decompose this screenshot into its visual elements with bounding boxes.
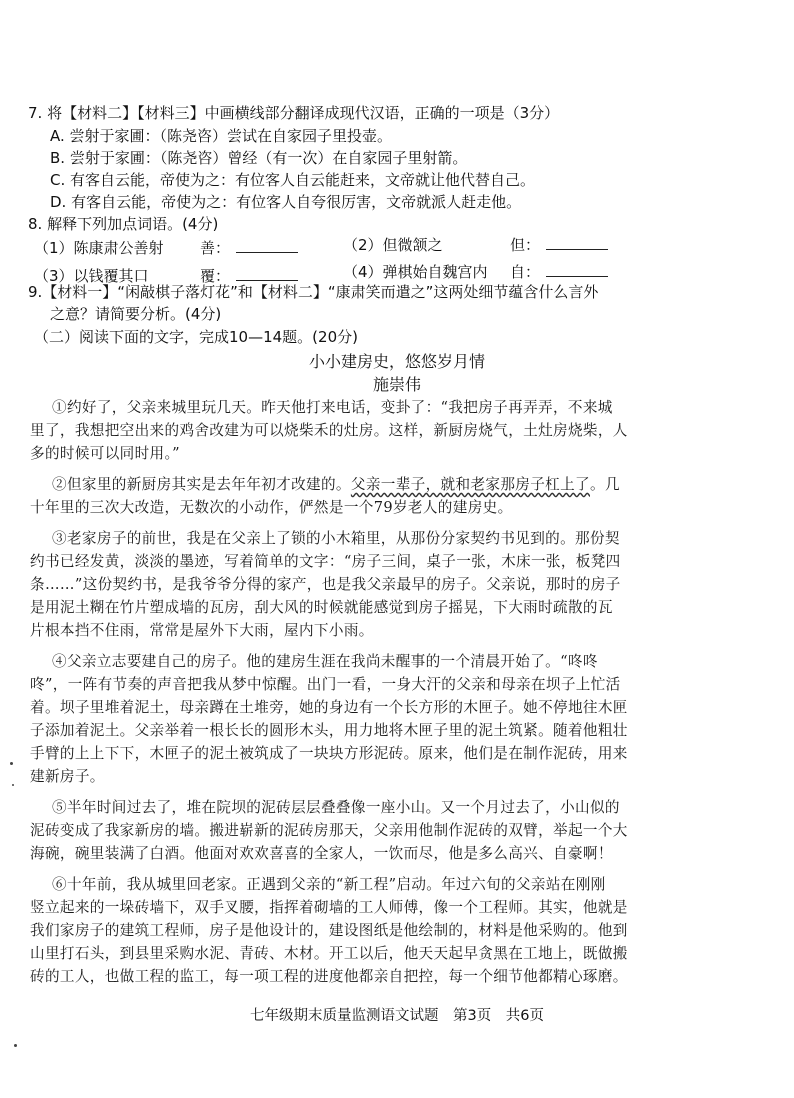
answer-blank[interactable] [546, 235, 608, 250]
section-2-heading: （二）阅读下面的文字，完成10—14题。(20分) [34, 328, 358, 346]
q7-option-d: D. 有客自云能，帝使为之：有位客人自夸很厉害，文帝就派人赶走他。 [50, 193, 522, 211]
q8-key-1: 善： [200, 239, 231, 257]
paragraph-3-line: ③老家房子的前世，我是在父亲上了锁的小木箱里，从那份分家契约书见到的。那份契 [52, 530, 620, 547]
scan-speck [12, 784, 14, 786]
q8-answer-1[interactable] [200, 238, 298, 258]
page-footer: 七年级期末质量监测语文试题 第3页 共6页 [250, 1008, 544, 1024]
paragraph-2-text: ②但家里的新厨房其实是去年年初才改建的。 [52, 476, 351, 493]
q8-stem: 8. 解释下列加点词语。(4分) [28, 215, 219, 233]
paragraph-4-line: 手臂的上上下下，木匣子的泥土被筑成了一块块方形泥砖。原来，他们是在制作泥砖，用来 [30, 745, 628, 762]
q8-item-2: （2）但微颔之 [343, 236, 443, 254]
paragraph-1-line: ①约好了，父亲来城里玩几天。昨天他打来电话，变卦了：“我把房子再弄弄，不来城 [52, 399, 613, 416]
q7-option-c: C. 有客自云能，帝使为之：有位客人自云能赶来，文帝就让他代替自己。 [50, 171, 536, 189]
q8-item-3: （3）以钱覆其口 [34, 267, 149, 285]
paragraph-3-line: 是用泥土糊在竹片塑成墙的瓦房，刮大风的时候就能感觉到房子摇晃，下大雨时疏散的瓦 [30, 599, 613, 616]
scan-speck [14, 1044, 17, 1047]
paragraph-3-line: 约书已经发黄，淡淡的墨迹，写着简单的文字：“房子三间，桌子一张，木床一张，板凳四 [30, 553, 621, 570]
paragraph-5-line: ⑤半年时间过去了，堆在院坝的泥砖层层叠叠像一座小山。又一个月过去了，小山似的 [52, 799, 620, 816]
q8-key-3: 覆： [200, 267, 231, 285]
paragraph-6-line: 砖的工人，也做工程的监工，每一项工程的进度他都亲自把控，每一个细节他都精心琢磨。 [30, 968, 628, 985]
paragraph-4-line: ④父亲立志要建自己的房子。他的建房生涯在我尚未醒事的一个清晨开始了。“咚咚 [52, 653, 598, 670]
q8-answer-4[interactable] [510, 262, 608, 282]
paragraph-3-line: 片根本挡不住雨，常常是屋外下大雨，屋内下小雨。 [30, 622, 374, 639]
answer-blank[interactable] [546, 262, 608, 277]
paragraph-6-line: 山里打石头，到县里采购水泥、青砖、木材。开工以后，他天天起早贪黑在工地上，既做搬 [30, 945, 628, 962]
paragraph-2-line: 十年里的三次大改造，无数次的小动作，俨然是一个79岁老人的建房史。 [30, 499, 513, 516]
article-title: 小小建房史，悠悠岁月情 [308, 352, 485, 371]
answer-blank[interactable] [236, 238, 298, 253]
paragraph-6-line: 竖立起来的一垛砖墙下，双手叉腰，指挥着砌墙的工人师傅，像一个工程师。其实，他就是 [30, 899, 628, 916]
q7-stem: 7. 将【材料二】【材料三】中画横线部分翻译成现代汉语，正确的一项是（3分） [28, 104, 560, 122]
paragraph-4-line: 建新房子。 [30, 768, 105, 785]
q9-line-2: 之意？请简要分析。(4分) [50, 305, 222, 323]
q8-item-4: （4）弹棋始自魏宫内 [343, 263, 488, 281]
q8-item-1: （1）陈康肃公善射 [34, 239, 164, 257]
q8-answer-2[interactable] [510, 235, 608, 255]
paragraph-3-line: 条……”这份契约书，是我爷爷分得的家产，也是我父亲最早的房子。父亲说，那时的房子 [30, 576, 621, 593]
paragraph-2-text: 。几 [590, 476, 620, 493]
paragraph-4-line: 咚”，一阵有节奏的声音把我从梦中惊醒。出门一看，一身大汗的父亲和母亲在坝子上忙活 [30, 676, 621, 693]
paragraph-2-line [52, 475, 620, 495]
paragraph-4-line: 子添加着泥土。父亲举着一根长长的圆形木头，用力地将木匣子里的泥土筑紧。随着他粗壮 [30, 722, 628, 739]
underlined-sentence: 父亲一辈子，就和老家那房子杠上了 [350, 476, 590, 493]
article-author: 施崇伟 [372, 375, 421, 394]
q8-key-2: 但： [510, 236, 541, 254]
scan-speck [10, 762, 13, 765]
paragraph-6-line: 我们家房子的建筑工程师，房子是他设计的，建设图纸是他绘制的，材料是他采购的。他到 [30, 922, 628, 939]
q7-option-a: A. 尝射于家圃：（陈尧咨）尝试在自家园子里投壶。 [50, 127, 393, 145]
paragraph-5-line: 泥砖变成了我家新房的墙。搬进崭新的泥砖房那天，父亲用他制作泥砖的双臂，举起一个大 [30, 822, 628, 839]
paragraph-5-line: 海碗，碗里装满了白酒。他面对欢欢喜喜的全家人，一饮而尽，他是多么高兴、自豪啊！ [30, 845, 613, 862]
paragraph-1-line: 里了，我想把空出来的鸡舍改建为可以烧柴禾的灶房。这样，新厨房烧气，土灶房烧柴，人 [30, 422, 628, 439]
paragraph-4-line: 着。坝子里堆着泥土，母亲蹲在土堆旁，她的身边有一个长方形的木匣子。她不停地往木匣 [30, 699, 628, 716]
paragraph-1-line: 多的时候可以同时用。” [30, 445, 180, 462]
q8-key-4: 自： [510, 263, 541, 281]
answer-blank[interactable] [236, 266, 298, 281]
paragraph-6-line: ⑥十年前，我从城里回老家。正遇到父亲的“新工程”启动。年过六旬的父亲站在刚刚 [52, 876, 606, 893]
q9-line-1: 9.【材料一】“闲敲棋子落灯花”和【材料二】“康肃笑而遣之”这两处细节蕴含什么言外 [28, 283, 599, 301]
q7-option-b: B. 尝射于家圃：（陈尧咨）曾经（有一次）在自家园子里射箭。 [50, 149, 468, 167]
